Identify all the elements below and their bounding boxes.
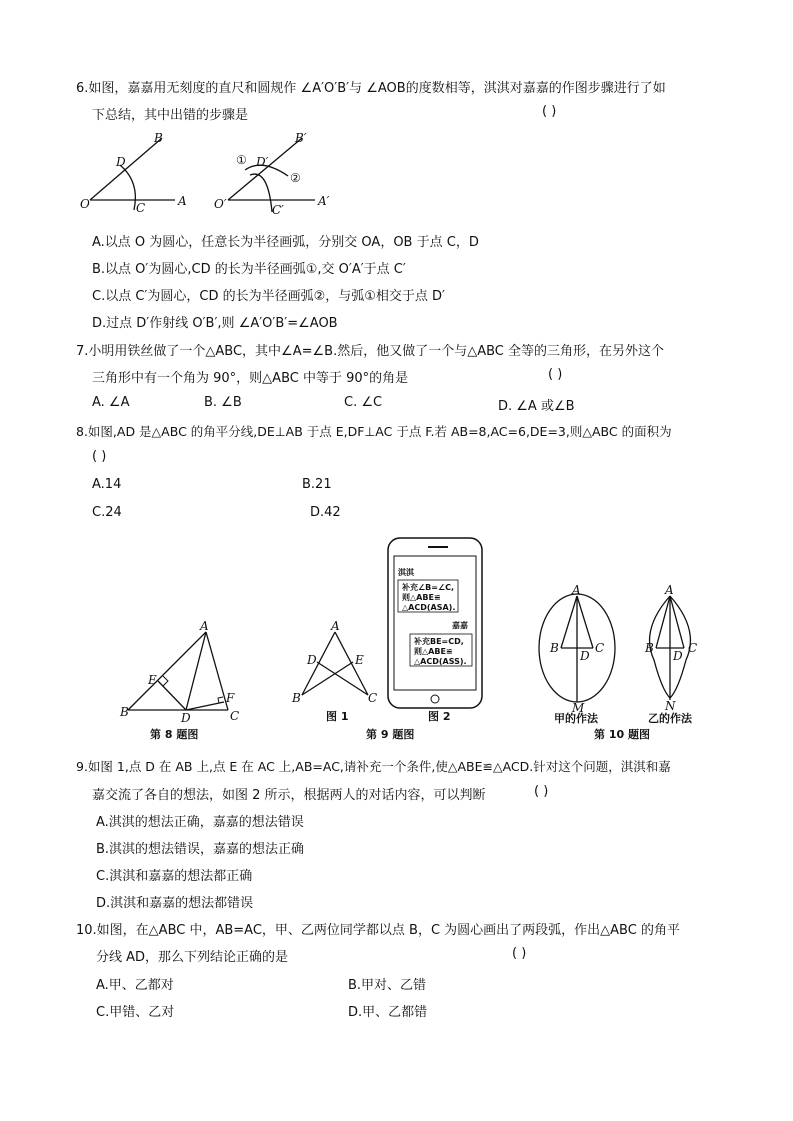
- q6-label-arc2: ②: [290, 171, 301, 185]
- q8-caption: 第 8 题图: [150, 728, 199, 741]
- q7-option-d[interactable]: D. ∠A 或∠B: [498, 399, 575, 414]
- q10-jia-label-m: M: [572, 701, 585, 715]
- q9-fig1-label: 图 1: [326, 710, 349, 723]
- q7-option-c[interactable]: C. ∠C: [344, 395, 383, 410]
- q6-option-a[interactable]: A.以点 O 为圆心，任意长为半径画弧，分别交 OA，OB 于点 C，D: [92, 235, 479, 250]
- q8-stem-line1: 8.如图,AD 是△ABC 的角平分线,DE⊥AB 于点 E,DF⊥AC 于点 F.若 AB=8,AC=6,DE=3,则△ABC 的面积为: [76, 424, 672, 439]
- phone-qiqi-line2: 则△ABE≌: [402, 593, 441, 602]
- q7-stem-line1: 7.小明用铁丝做了一个△ABC，其中∠A=∠B.然后，他又做了一个与△ABC 全等的三角形，在另外这个: [76, 344, 664, 359]
- q6-label-d: D: [116, 155, 126, 169]
- q8-option-d[interactable]: D.42: [310, 505, 341, 520]
- phone-qiqi-name: 淇淇: [398, 568, 414, 577]
- q6-label-b2: B′: [295, 131, 307, 145]
- q6-answer-paren: ( ): [542, 104, 557, 119]
- q8-label-e: E: [148, 673, 157, 687]
- q8-option-a[interactable]: A.14: [92, 477, 122, 492]
- q8-label-b: B: [120, 705, 129, 719]
- q10-stem-line2: 分线 AD，那么下列结论正确的是: [96, 950, 289, 965]
- q9-answer-paren: ( ): [534, 784, 549, 799]
- q9-stem-line2: 嘉交流了各自的想法，如图 2 所示，根据两人的对话内容，可以判断: [92, 788, 486, 803]
- q6-label-c2: C′: [272, 203, 284, 217]
- q10-stem-line1: 10.如图，在△ABC 中，AB=AC，甲、乙两位同学都以点 B，C 为圆心画出了两段弧，作出△ABC 的角平: [76, 923, 680, 938]
- q9-option-c[interactable]: C.淇淇和嘉嘉的想法都正确: [96, 869, 253, 884]
- q6-angle-aob: [80, 131, 187, 215]
- q10-jia-label: 甲的作法: [554, 712, 598, 725]
- q9-label-e: E: [355, 653, 364, 667]
- q10-yi-label-b: B: [645, 641, 654, 655]
- q6-label-c: C: [136, 201, 146, 215]
- q10-option-c[interactable]: C.甲错、乙对: [96, 1005, 175, 1020]
- q10-yi-label-d: D: [673, 649, 683, 663]
- q9-fig2-label: 图 2: [428, 710, 451, 723]
- q8-option-b[interactable]: B.21: [302, 477, 332, 492]
- q6-label-o: O: [80, 197, 90, 211]
- phone-qiqi-line3: △ACD(ASA).: [402, 603, 456, 612]
- q8-option-c[interactable]: C.24: [92, 505, 122, 520]
- q9-label-a: A: [331, 619, 340, 633]
- q7-option-a[interactable]: A. ∠A: [92, 395, 130, 410]
- q8-answer-paren: ( ): [92, 449, 107, 464]
- q6-option-b[interactable]: B.以点 O′为圆心,CD 的长为半径画弧①,交 O′A′于点 C′: [92, 262, 406, 277]
- q10-yi-label-a: A: [665, 583, 674, 597]
- q6-option-d[interactable]: D.过点 D′作射线 O′B′,则 ∠A′O′B′=∠AOB: [92, 316, 338, 331]
- q10-yi-label-n: N: [665, 699, 676, 713]
- q6-label-d2: D′: [256, 155, 269, 169]
- phone-jiajia-line1: 补充BE=CD,: [414, 637, 464, 646]
- q6-stem-line1: 6.如图，嘉嘉用无刻度的直尺和圆规作 ∠A′O′B′与 ∠AOB的度数相等，淇淇对嘉嘉的作图步骤进行了如: [76, 81, 666, 96]
- phone-jiajia-line2: 则△ABE≌: [414, 647, 453, 656]
- q10-option-b[interactable]: B.甲对、乙错: [348, 978, 427, 993]
- q9-label-c: C: [368, 691, 378, 705]
- q10-option-d[interactable]: D.甲、乙都错: [348, 1005, 428, 1020]
- q9-phone: [366, 538, 482, 741]
- phone-qiqi-line1: 补充∠B=∠C,: [402, 583, 455, 592]
- q9-option-b[interactable]: B.淇淇的想法错误，嘉嘉的想法正确: [96, 842, 305, 857]
- q7-stem-line2: 三角形中有一个角为 90°，则△ABC 中等于 90°的角是: [92, 371, 409, 386]
- q9-stem-line1: 9.如图 1,点 D 在 AB 上,点 E 在 AC 上,AB=AC,请补充一个条件,使△ABE≌△ACD.针对这个问题，淇淇和嘉: [76, 759, 671, 774]
- q10-option-a[interactable]: A.甲、乙都对: [96, 978, 174, 993]
- q6-label-a: A: [178, 194, 187, 208]
- q10-jia-label-c: C: [595, 641, 605, 655]
- q10-jia-label-d: D: [580, 649, 590, 663]
- q10-jia-label-a: A: [572, 583, 581, 597]
- q6-stem-line2: 下总结，其中出错的步骤是: [92, 108, 249, 123]
- q8-label-a: A: [200, 619, 209, 633]
- q9-option-d[interactable]: D.淇淇和嘉嘉的想法都错误: [96, 896, 254, 911]
- q6-label-o2: O′: [214, 197, 227, 211]
- q8-label-c: C: [230, 709, 240, 723]
- q9-label-b: B: [292, 691, 301, 705]
- q10-jia-label-b: B: [550, 641, 559, 655]
- q7-answer-paren: ( ): [548, 367, 563, 382]
- phone-jiajia-line3: △ACD(ASS).: [414, 657, 467, 666]
- q10-yi-figure: [594, 583, 697, 741]
- q9-figure1: [291, 619, 377, 723]
- q9-caption: 第 9 题图: [366, 728, 415, 741]
- q10-yi-label-c: C: [688, 641, 698, 655]
- q10-caption: 第 10 题图: [594, 728, 650, 741]
- phone-jiajia-name: 嘉嘉: [452, 621, 468, 630]
- q7-option-b[interactable]: B. ∠B: [204, 395, 242, 410]
- q6-angle-a2o2b2: [214, 131, 330, 217]
- q8-figure: [119, 619, 239, 741]
- q9-label-d: D: [307, 653, 317, 667]
- q6-label-b: B: [154, 131, 163, 145]
- q10-answer-paren: ( ): [512, 946, 527, 961]
- q6-label-a2: A′: [318, 194, 330, 208]
- q8-label-f: F: [226, 691, 235, 705]
- q6-label-arc1: ①: [236, 153, 247, 167]
- q6-option-c[interactable]: C.以点 C′为圆心，CD 的长为半径画弧②，与弧①相交于点 D′: [92, 289, 445, 304]
- q10-jia-figure: [539, 583, 615, 725]
- q10-yi-label: 乙的作法: [648, 712, 692, 725]
- q8-label-d: D: [181, 711, 191, 725]
- q9-option-a[interactable]: A.淇淇的想法正确，嘉嘉的想法错误: [96, 815, 304, 830]
